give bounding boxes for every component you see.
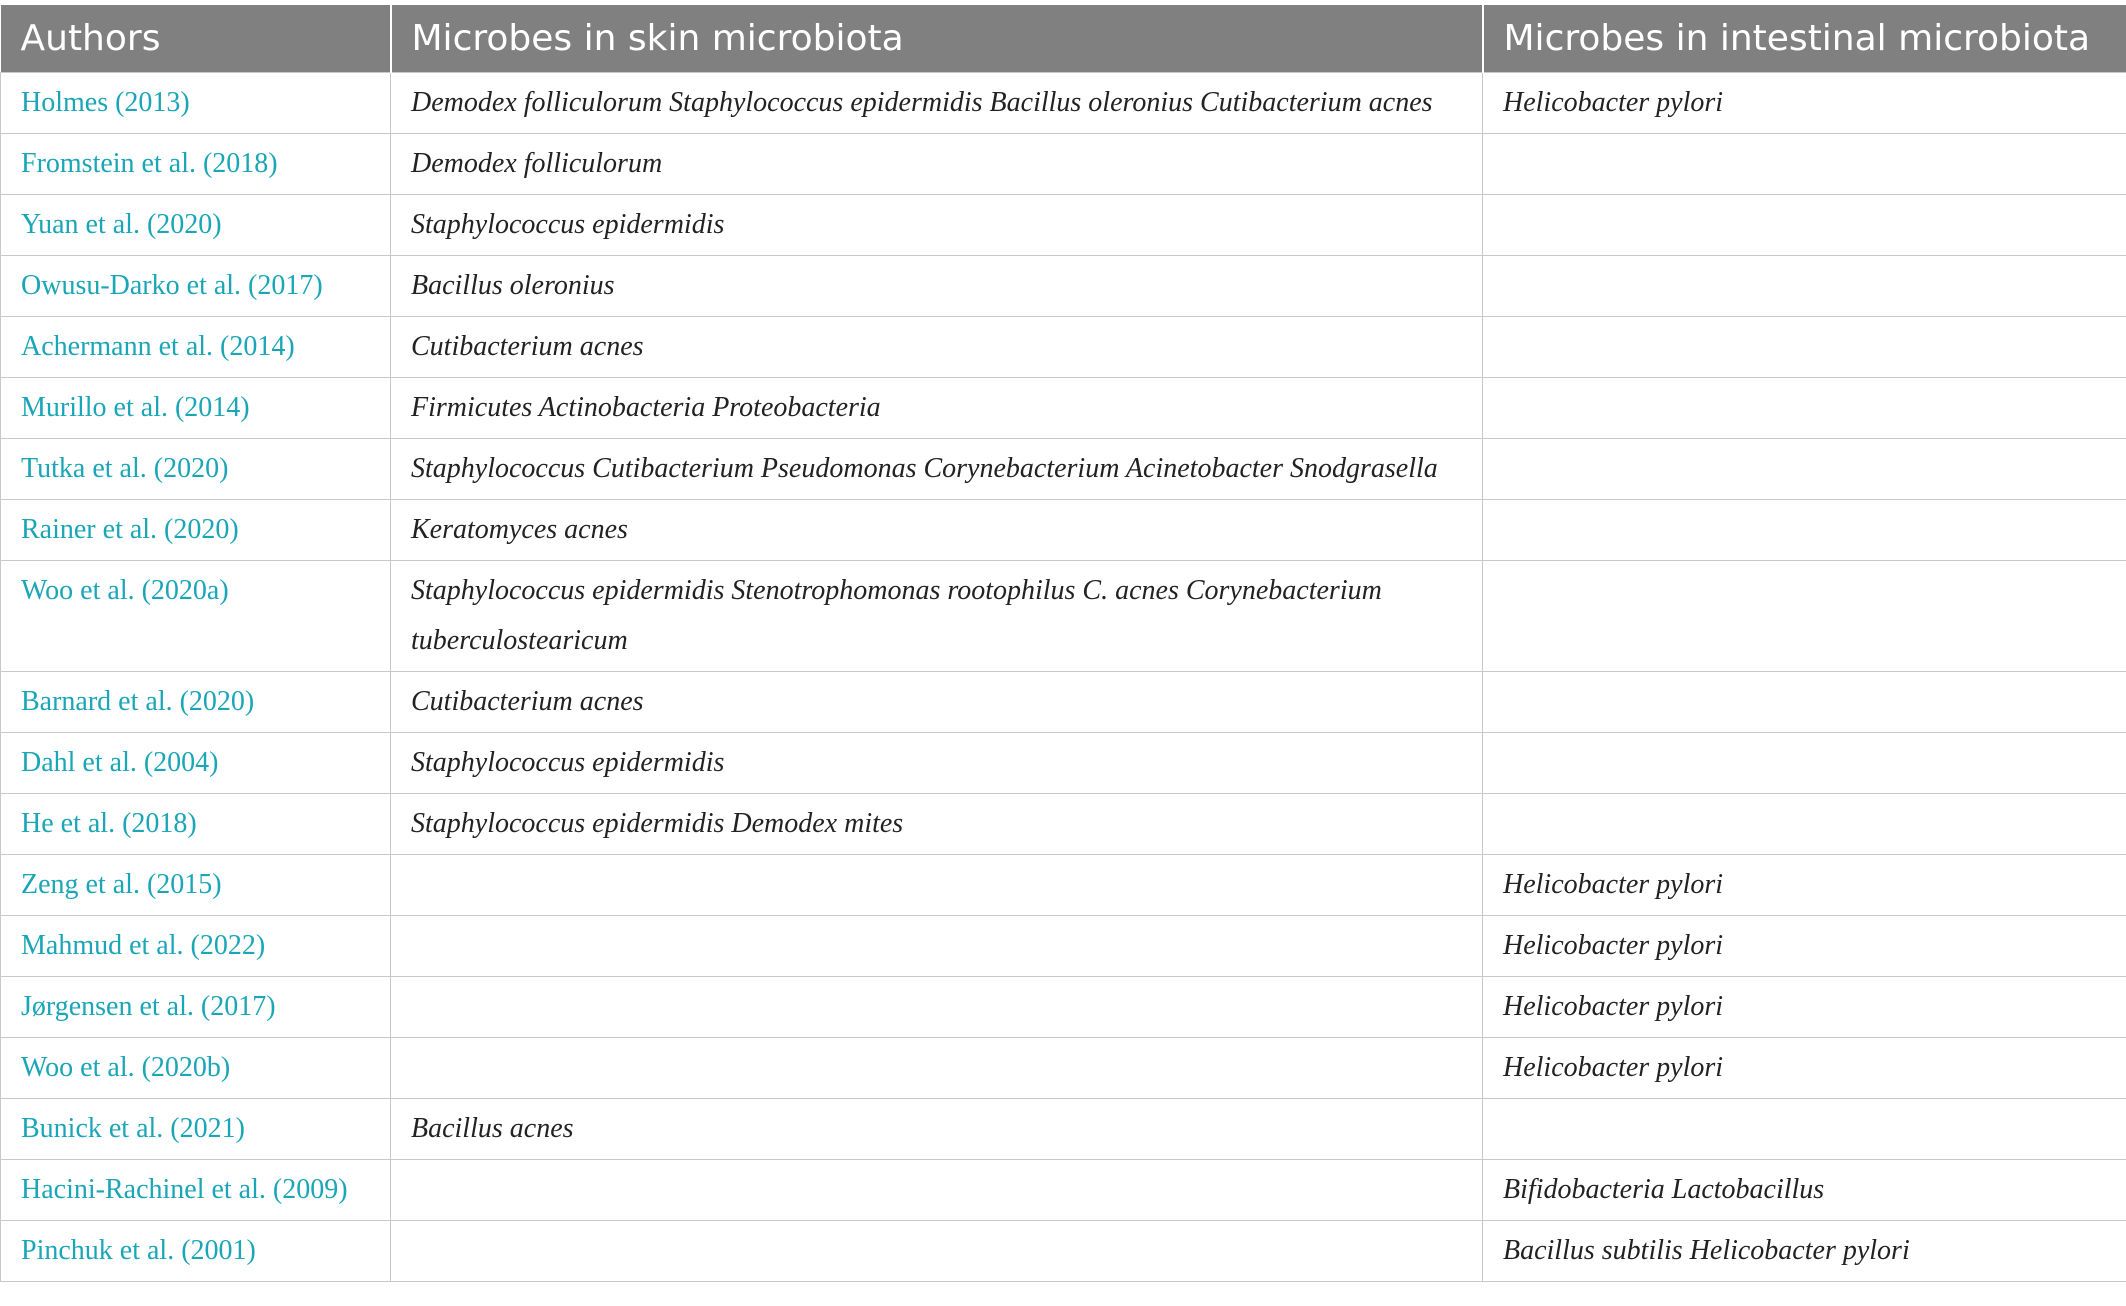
author-link[interactable]: Bunick et al. (2021) <box>1 1098 391 1159</box>
skin-microbes <box>391 1220 1483 1281</box>
table-row <box>1 316 2126 377</box>
intestinal-microbes: Helicobacter pylori <box>1483 1037 2126 1098</box>
table-header <box>1 5 2126 72</box>
author-link[interactable]: Murillo et al. (2014) <box>1 377 391 438</box>
intestinal-microbes <box>1483 1098 2126 1159</box>
table-row <box>1 671 2126 732</box>
skin-microbes: Staphylococcus epidermidis Demodex mites <box>391 793 1483 854</box>
skin-microbes: Staphylococcus epidermidis Stenotrophomonas rootophilus C. acnes Corynebacterium tuberculostearicum <box>391 560 1483 671</box>
intestinal-microbes: Bifidobacteria Lactobacillus <box>1483 1159 2126 1220</box>
author-link[interactable]: Mahmud et al. (2022) <box>1 915 391 976</box>
author-link[interactable]: Holmes (2013) <box>1 72 391 133</box>
author-link[interactable]: Fromstein et al. (2018) <box>1 133 391 194</box>
author-link[interactable]: Tutka et al. (2020) <box>1 438 391 499</box>
skin-microbes: Demodex folliculorum Staphylococcus epidermidis Bacillus oleronius Cutibacterium acnes <box>391 72 1483 133</box>
skin-microbes: Staphylococcus Cutibacterium Pseudomonas Corynebacterium Acinetobacter Snodgrasella <box>391 438 1483 499</box>
skin-microbes: Firmicutes Actinobacteria Proteobacteria <box>391 377 1483 438</box>
skin-microbes <box>391 1159 1483 1220</box>
intestinal-microbes <box>1483 438 2126 499</box>
intestinal-microbes <box>1483 560 2126 671</box>
skin-microbes: Staphylococcus epidermidis <box>391 732 1483 793</box>
author-link[interactable]: Hacini-Rachinel et al. (2009) <box>1 1159 391 1220</box>
intestinal-microbes: Helicobacter pylori <box>1483 72 2126 133</box>
author-link[interactable]: Pinchuk et al. (2001) <box>1 1220 391 1281</box>
microbiota-table <box>0 5 2126 1282</box>
skin-microbes: Cutibacterium acnes <box>391 671 1483 732</box>
author-link[interactable]: Zeng et al. (2015) <box>1 854 391 915</box>
table-row <box>1 194 2126 255</box>
table-row <box>1 732 2126 793</box>
intestinal-microbes: Helicobacter pylori <box>1483 915 2126 976</box>
author-link[interactable]: Rainer et al. (2020) <box>1 499 391 560</box>
table-row <box>1 1037 2126 1098</box>
skin-microbes: Staphylococcus epidermidis <box>391 194 1483 255</box>
author-link[interactable]: Barnard et al. (2020) <box>1 671 391 732</box>
intestinal-microbes <box>1483 194 2126 255</box>
intestinal-microbes <box>1483 793 2126 854</box>
skin-microbes <box>391 915 1483 976</box>
author-link[interactable]: Owusu-Darko et al. (2017) <box>1 255 391 316</box>
table-row <box>1 133 2126 194</box>
skin-microbes: Cutibacterium acnes <box>391 316 1483 377</box>
author-link[interactable]: Woo et al. (2020b) <box>1 1037 391 1098</box>
intestinal-microbes <box>1483 316 2126 377</box>
author-link[interactable]: He et al. (2018) <box>1 793 391 854</box>
intestinal-microbes: Helicobacter pylori <box>1483 976 2126 1037</box>
table-row <box>1 499 2126 560</box>
table-row <box>1 560 2126 671</box>
header-authors: Authors <box>1 5 391 72</box>
table-row <box>1 976 2126 1037</box>
skin-microbes: Keratomyces acnes <box>391 499 1483 560</box>
table-row <box>1 915 2126 976</box>
intestinal-microbes: Bacillus subtilis Helicobacter pylori <box>1483 1220 2126 1281</box>
table-row <box>1 1159 2126 1220</box>
intestinal-microbes: Helicobacter pylori <box>1483 854 2126 915</box>
author-link[interactable]: Jørgensen et al. (2017) <box>1 976 391 1037</box>
table-row <box>1 255 2126 316</box>
intestinal-microbes <box>1483 499 2126 560</box>
author-link[interactable]: Achermann et al. (2014) <box>1 316 391 377</box>
skin-microbes <box>391 976 1483 1037</box>
intestinal-microbes <box>1483 732 2126 793</box>
author-link[interactable]: Dahl et al. (2004) <box>1 732 391 793</box>
intestinal-microbes <box>1483 671 2126 732</box>
author-link[interactable]: Woo et al. (2020a) <box>1 560 391 671</box>
skin-microbes <box>391 1037 1483 1098</box>
intestinal-microbes <box>1483 133 2126 194</box>
table-row <box>1 1220 2126 1281</box>
table-row <box>1 377 2126 438</box>
table-row <box>1 793 2126 854</box>
skin-microbes: Demodex folliculorum <box>391 133 1483 194</box>
table-row <box>1 438 2126 499</box>
header-intestinal-microbiota: Microbes in intestinal microbiota <box>1483 5 2126 72</box>
skin-microbes <box>391 854 1483 915</box>
intestinal-microbes <box>1483 377 2126 438</box>
skin-microbes: Bacillus acnes <box>391 1098 1483 1159</box>
header-row <box>1 5 2126 72</box>
header-skin-microbiota: Microbes in skin microbiota <box>391 5 1483 72</box>
table-row <box>1 1098 2126 1159</box>
skin-microbes: Bacillus oleronius <box>391 255 1483 316</box>
author-link[interactable]: Yuan et al. (2020) <box>1 194 391 255</box>
table-row <box>1 854 2126 915</box>
intestinal-microbes <box>1483 255 2126 316</box>
table-body <box>1 72 2126 1281</box>
table-row <box>1 72 2126 133</box>
